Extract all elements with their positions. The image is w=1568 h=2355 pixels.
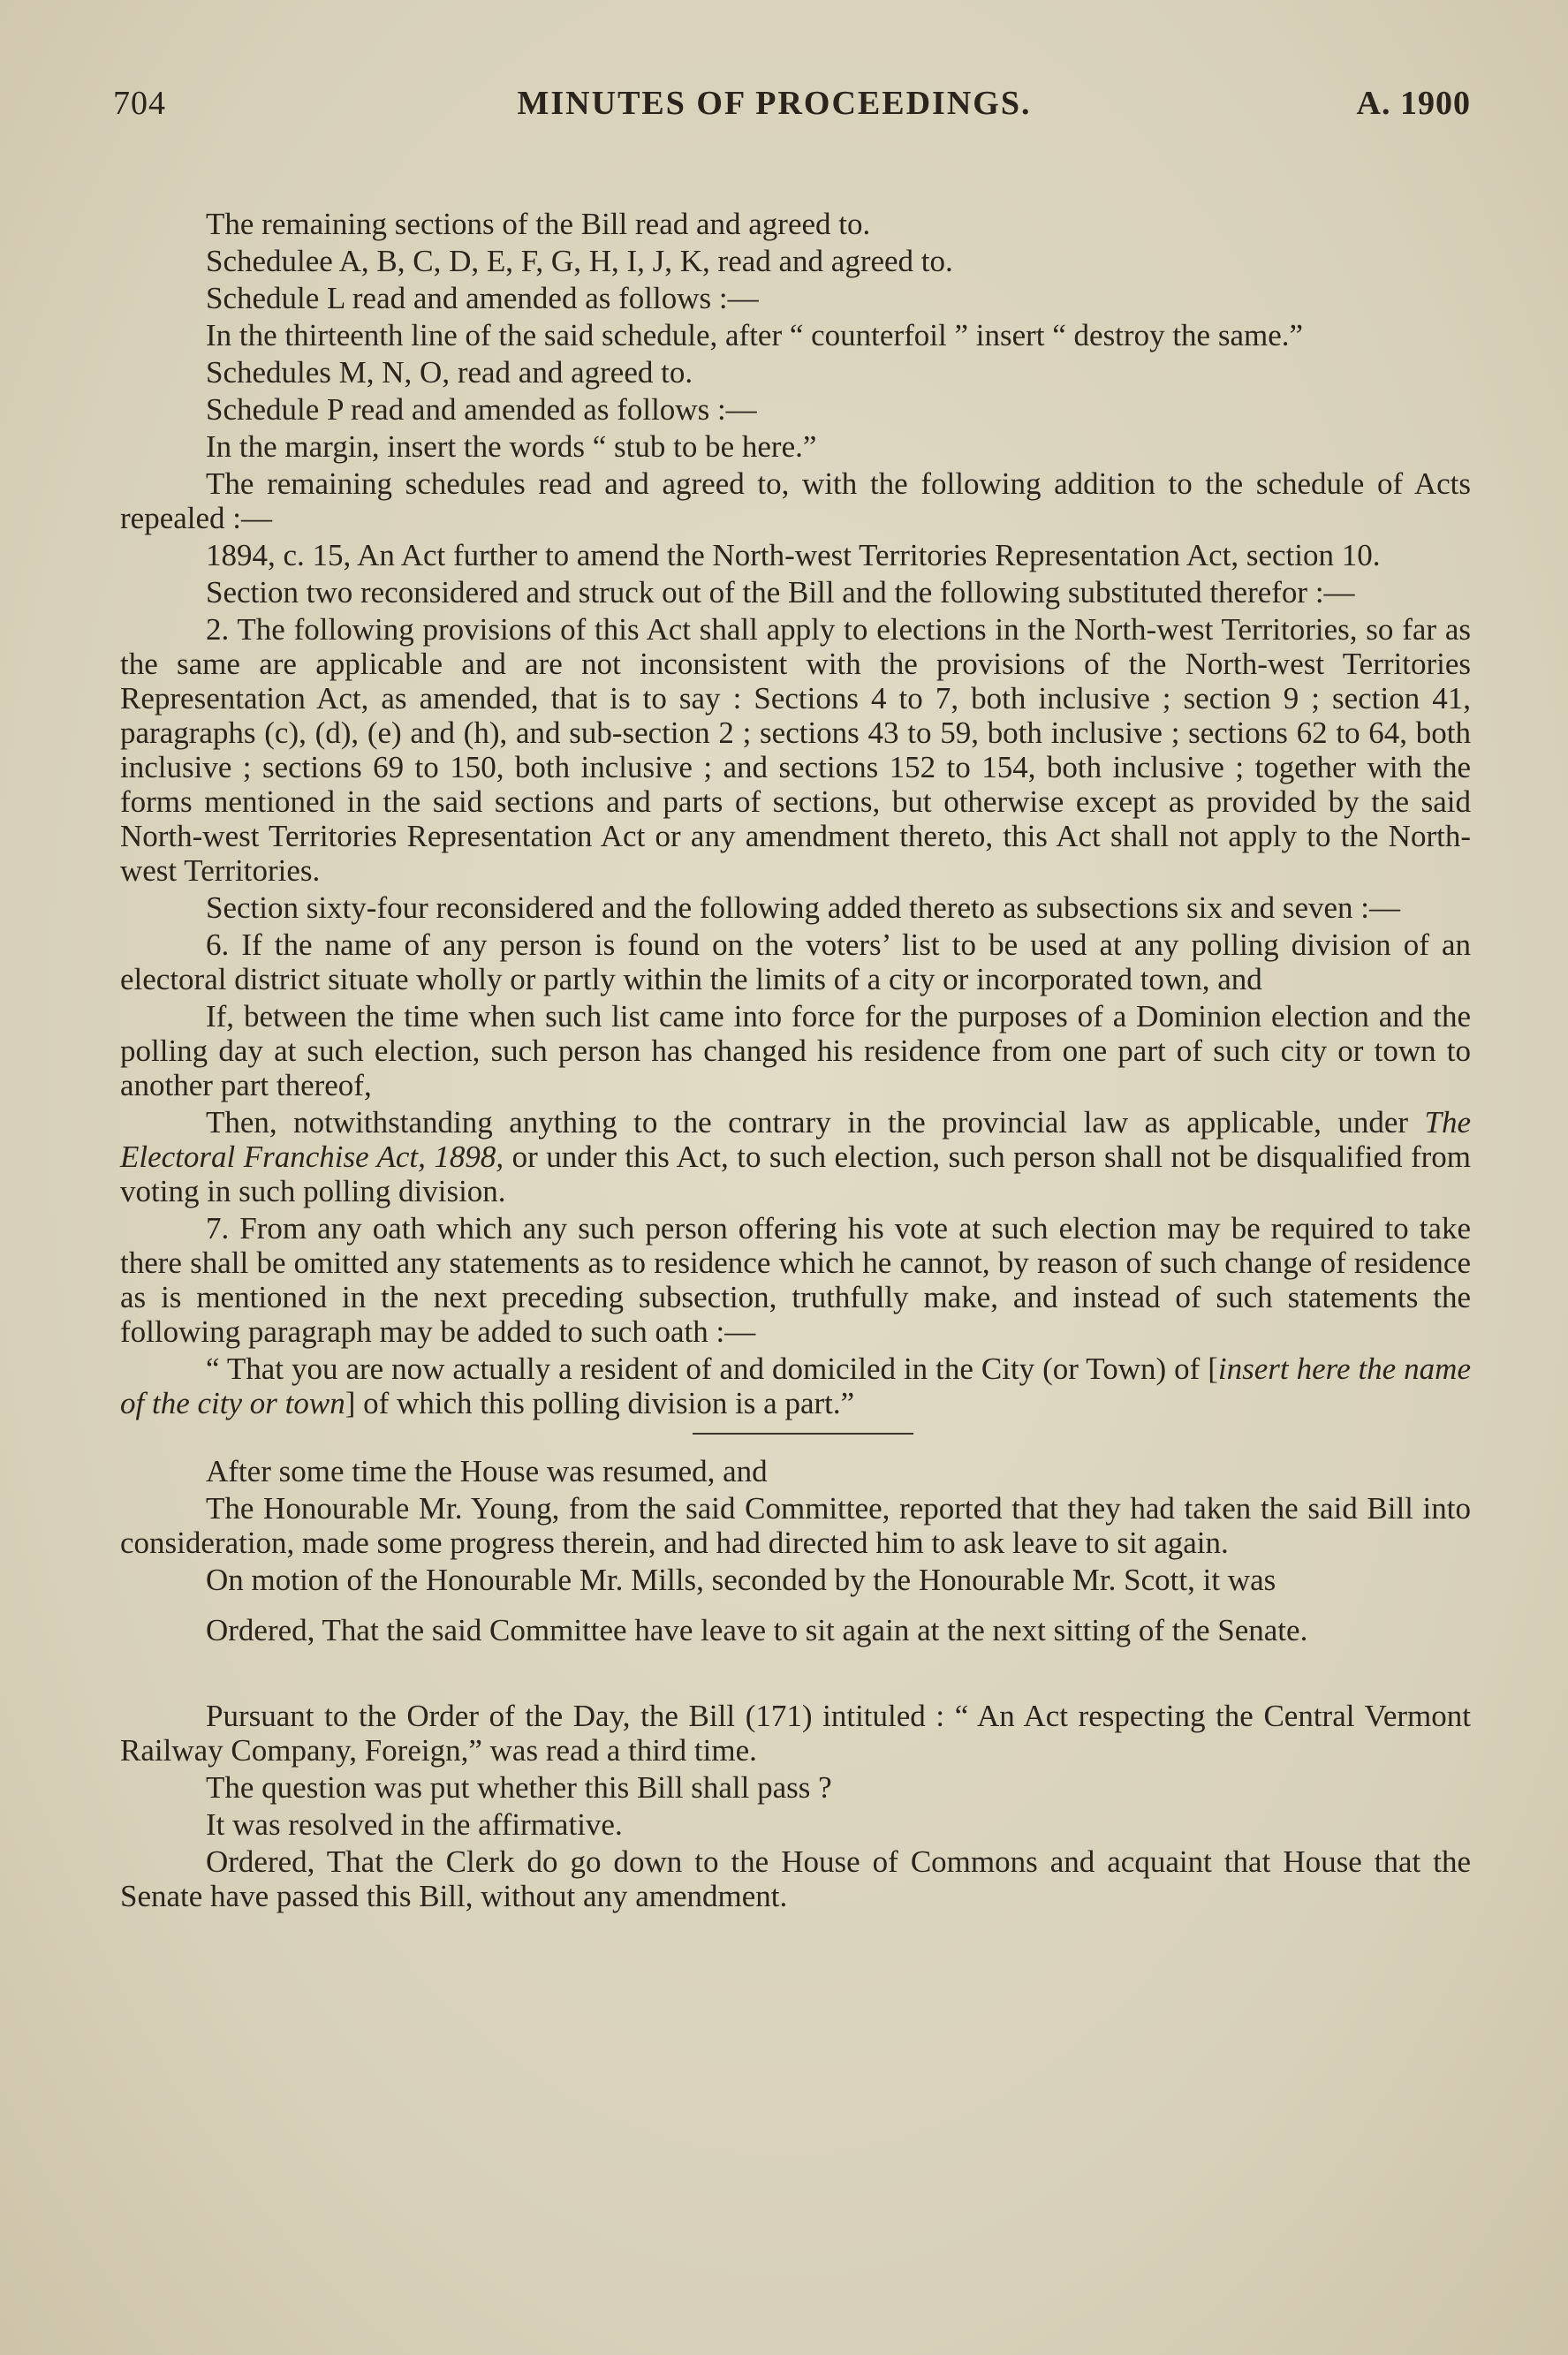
paragraph: Schedules M, N, O, read and agreed to.	[206, 355, 693, 390]
act-title: The Electoral Franchise Act, 1898,	[120, 1105, 1471, 1174]
oath-paragraph	[120, 1352, 1471, 1420]
paragraph: Pursuant to the Order of the Day, the Bill (171) intituled : “ An Act respecting the Central Vermont Railway Company, Foreign,” was read a third time.	[120, 1699, 1471, 1768]
paragraph: In the thirteenth line of the said schedule, after “ counterfoil ” insert “ destroy the same.”	[206, 318, 1304, 352]
paragraph: In the margin, insert the words “ stub to be here.”	[206, 429, 817, 464]
paragraph: The Honourable Mr. Young, from the said Committee, reported that they had taken the said Bill into consideration, made some progress therein, and had directed him to ask leave to sit again.	[120, 1491, 1471, 1560]
paragraph: Schedule P read and amended as follows :—	[206, 392, 757, 427]
paragraph: Ordered, That the said Committee have leave to sit again at the next sitting of the Senate.	[206, 1613, 1308, 1647]
minutes-body	[113, 207, 1471, 1913]
paragraph: 6. If the name of any person is found on the voters’ list to be used at any polling division of an electoral district situate wholly or partly within the limits of a city or incorporated town, and	[120, 928, 1471, 996]
paragraph: 2. The following provisions of this Act shall apply to elections in the North-west Territories, so far as the same are applicable and are not inconsistent with the provisions of the North-west Territories Representation Act, as amended, that is to say : Sections 4 to 7, both inclusive ; section 9 ; section 41, paragraphs (c), (d), (e) and (h), and sub-section 2 ; sections 43 to 59, both inclusive ; sections 62 to 64, both inclusive ; sections 69 to 150, both inclusive ; and sections 152 to 154, both inclusive ; together with the forms mentioned in the said sections and parts of sections, but otherwise except as provided by the said North-west Territories Representation Act or any amendment thereto, this Act shall not apply to the North-west Territories.	[120, 612, 1471, 888]
paragraph: The question was put whether this Bill shall pass ?	[206, 1770, 832, 1805]
paragraph: The remaining schedules read and agreed to, with the following addition to the schedule of Acts repealed :—	[120, 466, 1471, 535]
then-after: or under this Act, to such election, such person shall not be disqualified from voting in such polling division.	[120, 1140, 1471, 1208]
page-number: 704	[113, 85, 166, 122]
oath-after: ] of which this polling division is a part.”	[345, 1386, 855, 1420]
then-before: Then, notwithstanding anything to the contrary in the provincial law as applicable, under	[206, 1105, 1425, 1140]
paragraph: After some time the House was resumed, and	[206, 1454, 768, 1488]
paragraph: Section sixty-four reconsidered and the following added thereto as subsections six and seven :—	[206, 890, 1401, 925]
paragraph: The remaining sections of the Bill read and agreed to.	[206, 207, 871, 241]
page-title: MINUTES OF PROCEEDINGS.	[517, 85, 1032, 122]
session-year: A. 1900	[1356, 85, 1471, 122]
paragraph: On motion of the Honourable Mr. Mills, seconded by the Honourable Mr. Scott, it was	[206, 1563, 1276, 1597]
oath-before: “ That you are now actually a resident of and domiciled in the City (or Town) of [	[206, 1352, 1218, 1386]
paragraph-then	[120, 1105, 1471, 1208]
paragraph: If, between the time when such list came into force for the purposes of a Dominion election and the polling day at such election, such person has changed his residence from one part of such city or town to another part thereof,	[120, 999, 1471, 1102]
paragraph: Schedule L read and amended as follows :—	[206, 281, 759, 315]
section-divider	[693, 1433, 913, 1435]
paragraph: Ordered, That the Clerk do go down to the House of Commons and acquaint that House that the Senate have passed this Bill, without any amendment.	[120, 1844, 1471, 1913]
paragraph: 1894, c. 15, An Act further to amend the North-west Territories Representation Act, section 10.	[206, 538, 1381, 572]
paragraph: Section two reconsidered and struck out of the Bill and the following substituted therefor :—	[206, 575, 1355, 610]
paragraph-seven: 7. From any oath which any such person offering his vote at such election may be required to take there shall be omitted any statements as to residence which he cannot, by reason of such change of residence as is mentioned in the next preceding subsection, truthfully make, and instead of such statements the following paragraph may be added to such oath :—	[120, 1211, 1471, 1349]
oath-placeholder: insert here the name of the city or town	[120, 1352, 1471, 1420]
paragraph: It was resolved in the affirmative.	[206, 1807, 623, 1842]
paragraph: Schedulee A, B, C, D, E, F, G, H, I, J, K, read and agreed to.	[206, 244, 953, 278]
page-header	[113, 84, 1471, 123]
